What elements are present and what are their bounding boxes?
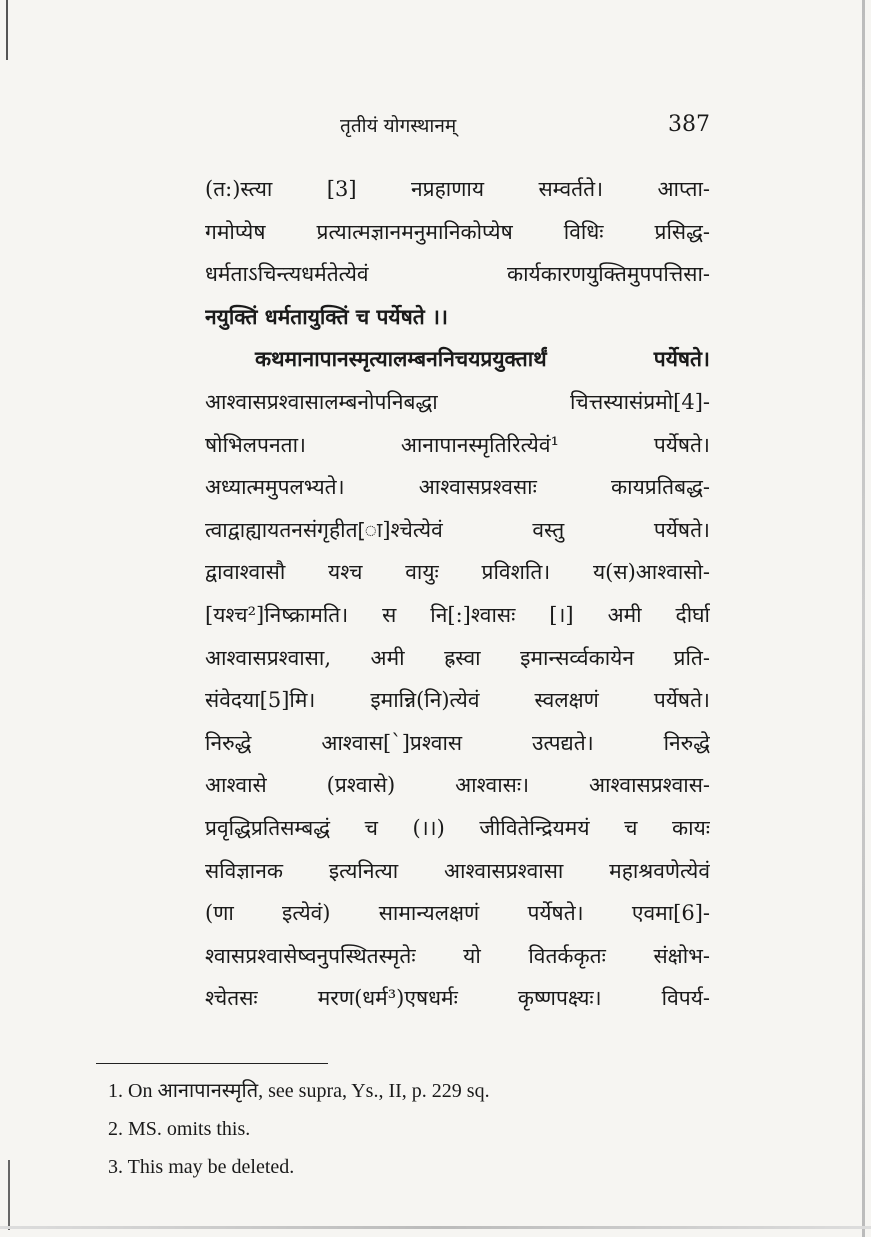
text-line: प्रवृद्धिप्रतिसम्बद्धं च (।।) जीवितेन्द्रियमयं च कायः [205, 815, 710, 840]
footnote: 1. On आनापानस्मृति, see supra, Ys., II, p. 229 sq. [108, 1080, 490, 1102]
text-line: आश्वासप्रश्वासालम्बनोपनिबद्धा चित्तस्यासंप्रमो[4]- [205, 389, 710, 414]
text-line: धर्मताऽचिन्त्यधर्मतेत्येवं कार्यकारणयुक्तिमुपपत्तिसा- [205, 262, 710, 287]
page-bottom-edge [0, 1226, 871, 1229]
text-line: श्चेतसः मरण(धर्म³)एषधर्मः कृष्णपक्ष्यः। विपर्य- [205, 986, 710, 1011]
text-line: षोभिलपनता। आनापानस्मृतिरित्येवं¹ पर्येषते। [205, 432, 710, 457]
text-line: आश्वासप्रश्वासा, अमी ह्रस्वा इमान्सर्व्वकायेन प्रति- [205, 645, 710, 670]
text-line: त्वाद्वाह्यायतनसंगृहीत[ा]श्चेत्येवं वस्तु पर्येषते। [205, 517, 710, 542]
page-edge-shadow [862, 0, 865, 1237]
footnotes [108, 1072, 728, 1186]
text-line: संवेदया[5]मि। इमान्नि(नि)त्येवं स्वलक्षणं पर्येषते। [205, 688, 710, 713]
running-head: तृतीयं योगस्थानम् [340, 115, 457, 137]
text-line: निरुद्धे आश्वास[`]प्रश्वास उत्पद्यते। निरुद्धे [205, 730, 710, 755]
page-header [205, 112, 710, 142]
footnote-rule [96, 1063, 328, 1064]
text-line: गमोप्येष प्रत्यात्मज्ञानमनुमानिकोप्येष विधिः प्रसिद्ध- [205, 219, 710, 244]
text-line: [यश्च²]निष्क्रामति। स नि[:]श्वासः [।] अमी दीर्घा [205, 602, 710, 627]
page-edge-mark [6, 0, 8, 60]
text-line: आश्वासे (प्रश्वासे) आश्वासः। आश्वासप्रश्वास- [205, 773, 710, 798]
text-line: सविज्ञानक इत्यनित्या आश्वासप्रश्वासा महाश्रवणेत्येवं [205, 858, 710, 883]
footnote: 3. This may be deleted. [108, 1156, 295, 1178]
text-line: (त:)स्त्या [3] नप्रहाणाय सम्वर्तते। आप्ता- [205, 177, 710, 201]
page-number: 387 [668, 112, 710, 137]
text-line: कथमानापानस्मृत्यालम्बननिचयप्रयुक्तार्थं पर्येषते। [255, 346, 710, 372]
body-text [205, 168, 710, 1020]
text-line: अध्यात्ममुपलभ्यते। आश्वासप्रश्वसाः कायप्रतिबद्ध- [205, 475, 710, 500]
text-line: द्वावाश्वासौ यश्च वायुः प्रविशति। य(स)आश्वासो- [205, 560, 710, 585]
text-line: नयुक्तिं धर्मतायुक्तिं च पर्येषते ।। [205, 303, 448, 329]
footnote: 2. MS. omits this. [108, 1118, 251, 1140]
text-line: (णा इत्येवं) सामान्यलक्षणं पर्येषते। एवमा[6]- [205, 901, 710, 926]
page-edge-mark [8, 1160, 10, 1230]
text-line: श्वासप्रश्वासेष्वनुपस्थितस्मृतेः यो वितर्ककृतः संक्षोभ- [205, 943, 710, 968]
